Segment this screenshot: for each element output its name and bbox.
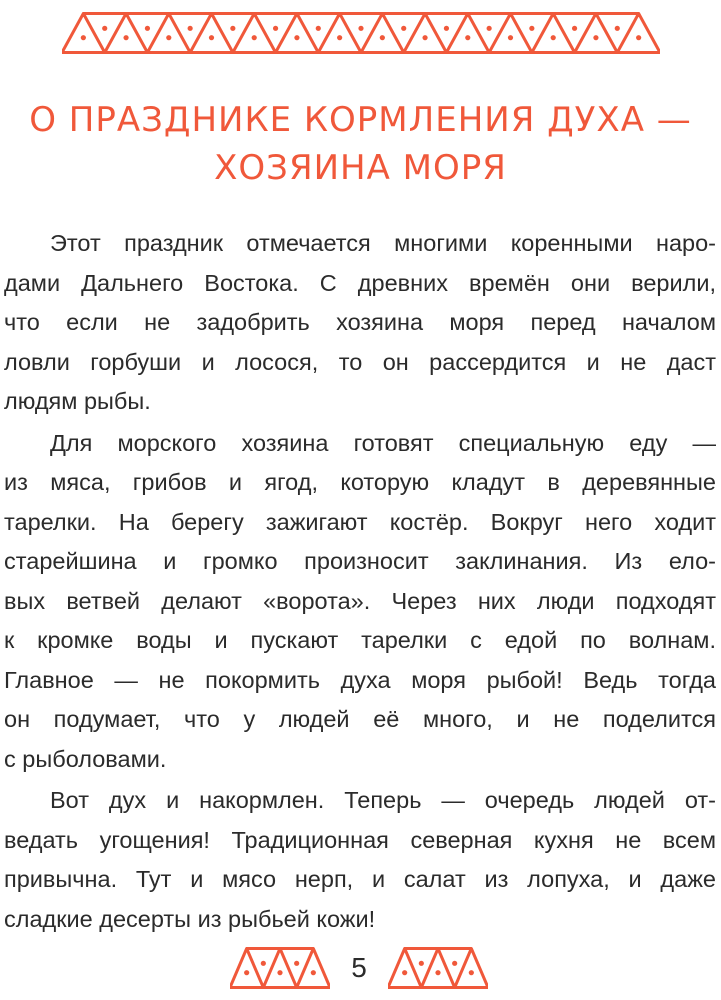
ornament-dot <box>422 35 427 40</box>
ornament-dot <box>636 35 641 40</box>
paragraph-line: старейшина и громко произносит заклинания. Из ело- <box>4 548 716 574</box>
ornament-dot <box>435 970 440 975</box>
page-number: 5 <box>351 952 367 983</box>
ornament-dot <box>337 35 342 40</box>
ornament-dot <box>145 26 150 31</box>
ornament-dot <box>615 26 620 31</box>
ornament-zigzag <box>62 14 660 53</box>
paragraph-line: ловли горбуши и лосося, то он рассердится и не даст <box>4 348 716 375</box>
ornament-dot <box>380 35 385 40</box>
paragraph-line: он подумает, что у людей её много, и не поделится <box>4 706 716 732</box>
ornament-dot <box>277 970 282 975</box>
title-line-1: О ПРАЗДНИКЕ КОРМЛЕНИЯ ДУХА — <box>29 100 692 140</box>
paragraph-line: Вот дух и накормлен. Теперь — очередь людей от- <box>50 787 716 813</box>
ornament-dot <box>469 970 474 975</box>
ornament-dot <box>166 35 171 40</box>
ornament-dot <box>188 26 193 31</box>
ornament-dot <box>487 26 492 31</box>
paragraph <box>4 781 716 939</box>
title-line-2: ХОЗЯИНА МОРЯ <box>214 148 507 188</box>
top-triangle-ornament-border <box>62 12 660 54</box>
paragraph-line: Главное — не покормить духа моря рыбой! Ведь тогда <box>4 666 716 693</box>
paragraph <box>4 224 716 422</box>
paragraph-line: к кромке воды и пускают тарелки с едой по волнам. <box>4 627 716 653</box>
ornament-dot <box>316 26 321 31</box>
ornament-dot <box>401 26 406 31</box>
paragraph-line: привычна. Тут и мясо нерп, и салат из лопуха, и даже <box>4 866 716 892</box>
ornament-dot <box>294 961 299 966</box>
ornament-zigzag <box>388 949 488 988</box>
ornament-dot <box>444 26 449 31</box>
ornament-dot <box>273 26 278 31</box>
ornament-dot <box>209 35 214 40</box>
ornament-dot <box>508 35 513 40</box>
paragraph-line: тарелки. На берегу зажигают костёр. Вокруг него ходит <box>4 508 716 535</box>
ornament-dot <box>123 35 128 40</box>
ornament-dot <box>244 970 249 975</box>
ornament-dot <box>311 970 316 975</box>
ornament-dot <box>294 35 299 40</box>
ornament-dot <box>452 961 457 966</box>
ornament-dot <box>102 26 107 31</box>
ornament-dot <box>252 35 257 40</box>
paragraph-line: Этот праздник отмечается многими коренными наро- <box>50 230 716 256</box>
ornament-dot <box>419 961 424 966</box>
ornament-dot <box>402 970 407 975</box>
ornament-zigzag <box>230 949 330 988</box>
paragraph-line: ведать угощения! Традиционная северная кухня не всем <box>4 826 716 853</box>
ornament-dot <box>593 35 598 40</box>
ornament-dot <box>551 35 556 40</box>
ornament-dot <box>81 35 86 40</box>
paragraph-line: с рыболовами. <box>4 745 167 772</box>
article-body <box>4 224 716 941</box>
ornament-dot <box>230 26 235 31</box>
ornament-dot <box>572 26 577 31</box>
paragraph-line: из мяса, грибов и ягод, которую кладут в деревянные <box>4 469 716 495</box>
paragraph-line: Для морского хозяина готовят специальную еду — <box>50 429 716 456</box>
ornament-dot <box>261 961 266 966</box>
paragraph-line: людям рыбы. <box>4 388 151 414</box>
footer-ornament-left <box>230 947 330 989</box>
ornament-dot <box>465 35 470 40</box>
paragraph-line: вых ветвей делают «ворота». Через них люди подходят <box>4 587 716 614</box>
paragraph-line: что если не задобрить хозяина моря перед началом <box>4 309 716 335</box>
footer-ornament-right <box>388 947 488 989</box>
ornament-dot <box>358 26 363 31</box>
paragraph <box>4 424 716 780</box>
page-title <box>0 96 721 192</box>
paragraph-line: сладкие десерты из рыбьей кожи! <box>4 905 376 932</box>
ornament-dot <box>529 26 534 31</box>
paragraph-line: дами Дальнего Востока. С древних времён они верили, <box>4 269 716 296</box>
